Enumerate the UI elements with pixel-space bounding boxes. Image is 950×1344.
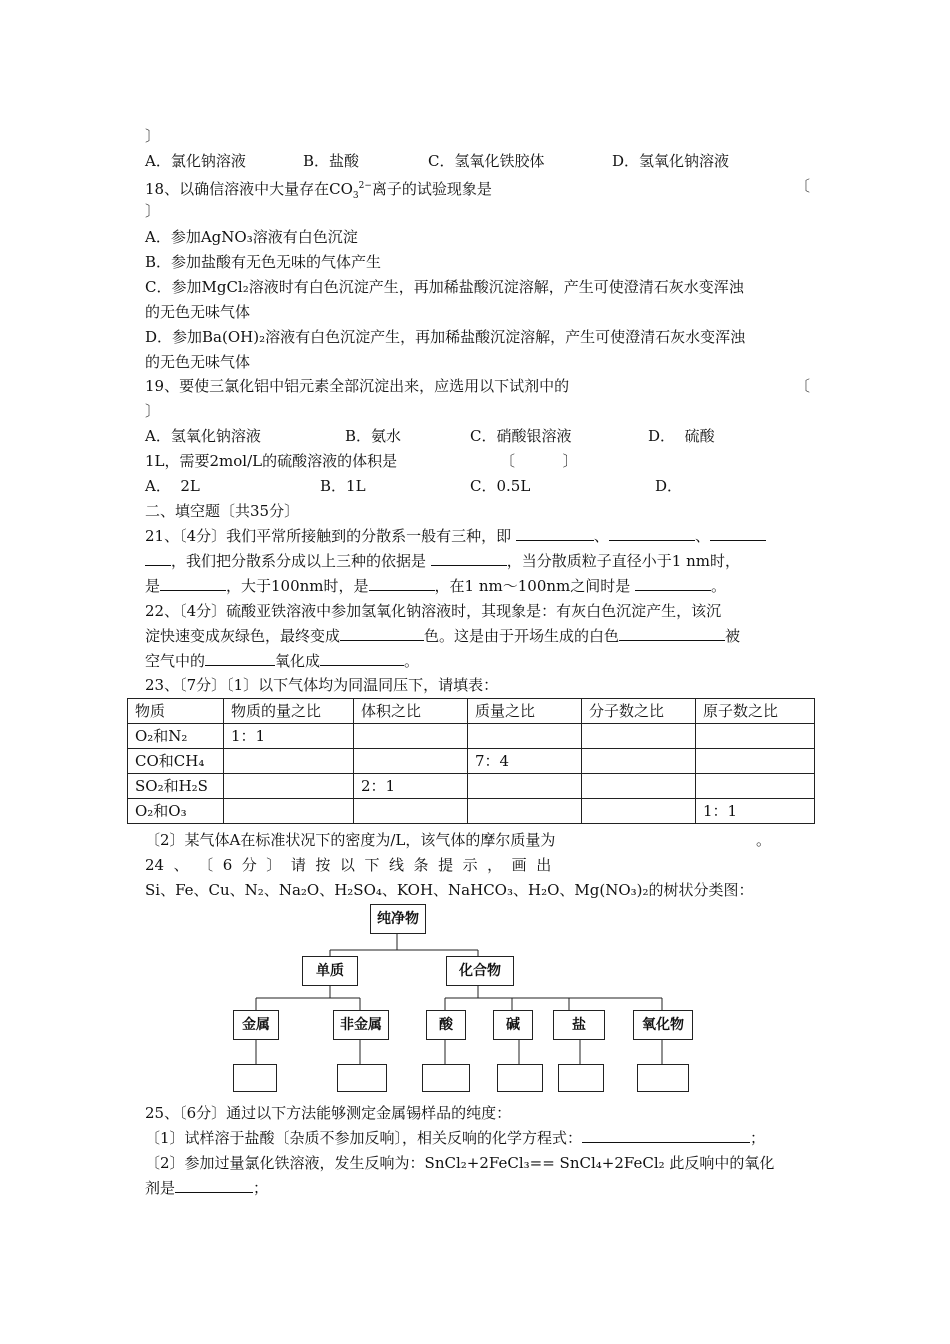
q17-option-d: D．氢氧化钠溶液 [612, 152, 730, 170]
q23-stem: 23、〔7分〕〔1〕以下气体均为同温同压下，请填表： [145, 676, 499, 694]
q20-stem: 1L，需要2mol/L的硫酸溶液的体积是 [145, 452, 398, 470]
q20-option-d: D． [655, 477, 683, 495]
q18-bracket-open: 〔 [795, 177, 811, 195]
tree-node-base: 碱 [493, 1010, 533, 1040]
table-header-cell: 分子数之比 [582, 699, 696, 724]
tree-node-oxide: 氧化物 [633, 1010, 693, 1040]
table-header-cell: 质量之比 [468, 699, 582, 724]
q19-option-d: D． 硫酸 [648, 427, 715, 445]
q17-option-b: B．盐酸 [303, 152, 360, 170]
table-header-cell: 物质 [128, 699, 224, 724]
table-cell: SO₂和H₂S [128, 774, 224, 799]
table-cell: 1：1 [224, 724, 354, 749]
q19-option-a: A．氢氧化钠溶液 [145, 427, 261, 445]
tree-node-metal: 金属 [233, 1010, 279, 1040]
q25-part1: 〔1〕试样溶于盐酸〔杂质不参加反响〕，相关反响的化学方程式： ； [145, 1129, 766, 1147]
q24-line1: 24 、 〔 6 分 〕 请 按 以 下 线 条 提 示 ， 画 出 [145, 856, 552, 874]
q19-stem: 19、要使三氯化铝中铝元素全部沉淀出来，应选用以下试剂中的 [145, 377, 570, 395]
q20-option-a: A． 2L [145, 477, 200, 495]
q20-option-c: C．0.5L [470, 477, 531, 495]
tree-node-salt: 盐 [553, 1010, 605, 1040]
tree-node-acid: 酸 [426, 1010, 466, 1040]
q19-bracket-open: 〔 [795, 377, 811, 395]
q25-part2-cont: 剂是 ； [145, 1179, 269, 1197]
tree-answer-box[interactable] [558, 1064, 604, 1092]
q17-bracket-close: 〕 [145, 127, 161, 145]
q17-option-a: A．氯化钠溶液 [145, 152, 246, 170]
section-title-fill-in: 二、填空题〔共35分〕 [145, 502, 300, 520]
q23-part2: 〔2〕某气体A在标准状况下的密度为/L，该气体的摩尔质量为 [145, 831, 556, 849]
tree-answer-box[interactable] [497, 1064, 543, 1092]
table-header-cell: 物质的量之比 [224, 699, 354, 724]
table-cell: CO和CH₄ [128, 749, 224, 774]
q18-option-b: B．参加盐酸有无色无味的气体产生 [145, 253, 382, 271]
q18-option-d-cont: 的无色无味气体 [145, 353, 251, 371]
table-cell: 2：1 [354, 774, 468, 799]
q18-option-a: A．参加AgNO₃溶液有白色沉淀 [145, 228, 358, 246]
q18-option-d: D．参加Ba(OH)₂溶液有白色沉淀产生，再加稀盐酸沉淀溶解，产生可使澄清石灰水变浑浊 [145, 328, 746, 346]
tree-answer-box[interactable] [233, 1064, 277, 1092]
q25-blank-1[interactable] [582, 1128, 750, 1143]
q19-bracket-close: 〕 [145, 402, 161, 420]
q17-option-c: C．氢氧化铁胶体 [428, 152, 545, 170]
q19-option-b: B．氨水 [345, 427, 402, 445]
q18-option-c-cont: 的无色无味气体 [145, 303, 251, 321]
q25-stem: 25、〔6分〕通过以下方法能够测定金属锡样品的纯度： [145, 1104, 512, 1122]
q18-option-c: C．参加MgCl₂溶液时有白色沉淀产生，再加稀盐酸沉淀溶解，产生可使澄清石灰水变浑浊 [145, 278, 744, 296]
q19-option-c: C．硝酸银溶液 [470, 427, 572, 445]
table-header-cell: 原子数之比 [696, 699, 815, 724]
q20-option-b: B．1L [320, 477, 366, 495]
table-cell: 1：1 [696, 799, 815, 824]
q21-line2: ，我们把分散系分成以上三种的依据是 ，当分散质粒子直径小于1 nm时， [145, 551, 740, 571]
q24-line2: Si、Fe、Cu、N₂、Na₂O、H₂SO₄、KOH、NaHCO₃、H₂O、Mg(NO₃)₂的树状分类图： [145, 881, 754, 899]
q22-line2: 淀快速变成灰绿色，最终变成 色。这是由于开场生成的白色 被 [145, 627, 741, 645]
q23-part2-end: 。 [756, 831, 772, 849]
table-header-cell: 体积之比 [354, 699, 468, 724]
tree-answer-box[interactable] [422, 1064, 470, 1092]
table-cell: O₂和N₂ [128, 724, 224, 749]
tree-answer-box[interactable] [337, 1064, 387, 1092]
tree-answer-box[interactable] [637, 1064, 689, 1092]
q18-stem: 18、以确信溶液中大量存在$CO_3^{2-}$离子的试验现象是 [145, 180, 492, 201]
q25-blank-2[interactable] [175, 1178, 253, 1193]
tree-node-root: 纯净物 [370, 904, 426, 934]
q22-line3: 空气中的 氧化成 。 [145, 652, 420, 670]
q21-line1: 21、〔4分〕我们平常所接触到的分散系一般有三种，即 、 、 [145, 526, 766, 546]
q25-part2: 〔2〕参加过量氯化铁溶液，发生反响为：SnCl₂+2FeCl₃== SnCl₄+2FeCl₂ 此反响中的氧化 [145, 1154, 775, 1172]
tree-node-element: 单质 [302, 956, 358, 986]
q21-line3: 是 ，大于100nm时，是 ，在1 nm～100nm之间时是 。 [145, 577, 727, 595]
q22-line1: 22、〔4分〕硫酸亚铁溶液中参加氢氧化钠溶液时，其现象是：有灰白色沉淀产生，该沉 [145, 602, 722, 620]
tree-node-nonmetal: 非金属 [333, 1010, 389, 1040]
q20-bracket: 〔 〕 [500, 452, 578, 470]
table-cell: 7：4 [468, 749, 582, 774]
table-cell: O₂和O₃ [128, 799, 224, 824]
tree-node-compound: 化合物 [446, 956, 514, 986]
q18-bracket-close: 〕 [145, 202, 161, 220]
